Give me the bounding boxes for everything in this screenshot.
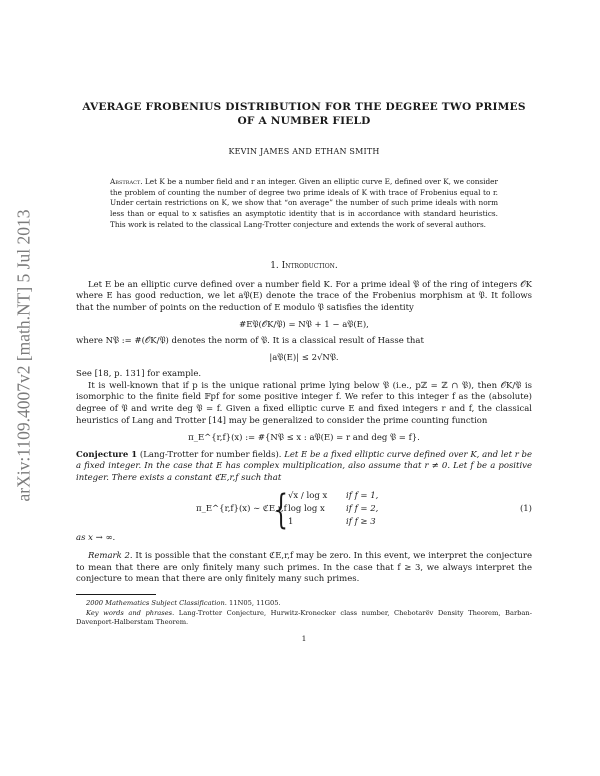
paper-page	[76, 100, 532, 643]
footnote-rule	[76, 594, 156, 595]
equation-number: (1)	[519, 504, 532, 515]
remark-text: It is possible that the constant ℭE,r,f may be zero. In this event, we interpret the conjecture to mean that there are only finitely many such primes. In the case that f ≥ 3, we always interpret the conjecture to mean that there are only finitely many such primes.	[76, 550, 533, 585]
case-condition: if f = 2,	[346, 503, 379, 514]
page-number: 1	[301, 634, 307, 644]
title-line-2: OF A NUMBER FIELD	[237, 115, 371, 127]
equation-hasse-bound: |a𝔓(E)| ≤ 2√N𝔓.	[269, 352, 339, 363]
equation-1	[76, 487, 532, 534]
intro-paragraph-1: Let E be an elliptic curve defined over a number field K. For a prime ideal 𝔓 of the ring of integers 𝒪K where E has good reduction, we let a𝔓(E) denote the trace of the Frobenius morphism at 𝔓. It follows that the number of points on the reduction of E modulo 𝔓 satisfies the identity	[76, 279, 532, 314]
section-title: Introduction.	[281, 260, 338, 271]
abstract-label: Abstract.	[110, 177, 143, 186]
case-value: √x / log x	[288, 491, 328, 502]
abstract	[110, 177, 498, 231]
keywords-text: Lang-Trotter Conjecture, Hurwitz-Kronecker class number, Chebotarëv Density Theorem, Barban-Davenport-Halberstam Theorem.	[76, 608, 532, 626]
abstract-text: Let K be a number field and r an integer. Given an elliptic curve E, defined over K, we consider the problem of counting the number of degree two prime ideals of K with trace of Frobenius equal to r. Under certain restrictions on K, we show that “on average” the number of such prime ideals with norm less than or equal to x satisfies an asymptotic identity that is in accordance with standard heuristics. This work is related to the classical Lang-Trotter conjecture and extends the work of several authors.	[110, 177, 498, 229]
conjecture-tail: as x → ∞.	[76, 533, 116, 544]
case-row	[288, 503, 438, 516]
equation-1-cases	[288, 490, 438, 528]
footnote-msc	[76, 599, 532, 608]
equation-prime-counting: π_E^{r,f}(x) := #{N𝔓 ≤ x : a𝔓(E) = r and deg 𝔓 = f}.	[188, 432, 420, 443]
msc-label: 2000 Mathematics Subject Classification.	[86, 599, 227, 608]
equation-point-count: #E𝔓(𝒪K/𝔓) = N𝔓 + 1 − a𝔓(E),	[239, 319, 369, 330]
left-brace-icon: {	[274, 487, 288, 534]
conjecture-name: (Lang-Trotter for number fields).	[139, 449, 282, 460]
equation-1-lhs: π_E^{r,f}(x) ∼ ℭE,r,f	[196, 504, 287, 515]
case-condition: if f = 1,	[346, 491, 379, 502]
msc-codes: 11N05, 11G05.	[229, 599, 281, 608]
remark-label: Remark 2.	[88, 550, 133, 561]
authors: KEVIN JAMES AND ETHAN SMITH	[228, 147, 380, 156]
title-line-1: AVERAGE FROBENIUS DISTRIBUTION FOR THE DEGREE TWO PRIMES	[82, 101, 526, 113]
conjecture-block	[76, 450, 532, 545]
conjecture-text: Let E be a fixed elliptic curve defined over K, and let r be a fixed integer. In the case that E has complex multiplication, also assume that r ≠ 0. Let f be a positive integer. There exists a constant ℭE,r,f such that	[76, 449, 532, 484]
intro-paragraph-3: See [18, p. 131] for example.	[76, 368, 202, 379]
case-row	[288, 490, 438, 503]
intro-paragraph-2: where N𝔓 := #(𝒪K/𝔓) denotes the norm of 𝔓. It is a classical result of Hasse that	[76, 335, 424, 346]
conjecture-label: Conjecture 1	[76, 449, 138, 460]
remark-block	[76, 551, 532, 586]
arxiv-stamp-text: arXiv:1109.4007v2 [math.NT] 5 Jul 2013	[13, 209, 34, 501]
case-condition: if f ≥ 3	[346, 516, 376, 527]
case-row	[288, 515, 438, 528]
section-heading	[76, 261, 532, 271]
case-value: 1	[288, 516, 294, 527]
footnotes	[76, 599, 532, 627]
intro-paragraph-4: It is well-known that if p is the unique rational prime lying below 𝔓 (i.e., pℤ = ℤ ∩ 𝔓), then 𝒪K/𝔓 is isomorphic to the finite field 𝔽pf for some positive integer f. We refer to this integer f as the (absolute) degree of 𝔓 and write deg 𝔓 = f. Given a fixed elliptic curve E and fixed integers r and f, the classical heuristics of Lang and Trotter [14] may be generalized to consider the prime counting function	[76, 380, 532, 426]
arxiv-stamp	[8, 135, 40, 575]
keywords-label: Key words and phrases.	[86, 608, 175, 617]
case-value: log log x	[288, 503, 325, 514]
section-number: 1.	[270, 260, 279, 271]
footnote-keywords	[76, 609, 532, 628]
paper-title	[76, 100, 532, 128]
